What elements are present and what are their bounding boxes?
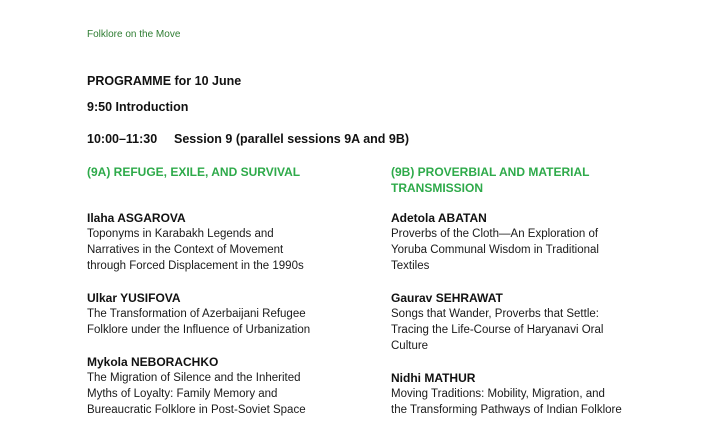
talk-title-line: Proverbs of the Cloth—An Exploration of bbox=[391, 228, 599, 240]
speaker-name: Nidhi MATHUR bbox=[391, 371, 476, 385]
session-heading-line: (9B) PROVERBIAL AND MATERIAL bbox=[391, 165, 590, 179]
talk-title-line: Bureaucratic Folklore in Post-Soviet Space bbox=[87, 404, 306, 416]
session-label: Session 9 (parallel sessions 9A and 9B) bbox=[174, 132, 410, 146]
talk-item bbox=[391, 290, 681, 354]
speaker-name: Adetola ABATAN bbox=[391, 211, 487, 225]
talk-title-line: The Migration of Silence and the Inherited bbox=[87, 372, 301, 384]
talk-title-line: Tracing the Life-Course of Haryanavi Oral bbox=[391, 324, 604, 336]
talk-title-line: Narratives in the Context of Movement bbox=[87, 244, 284, 256]
talk-title-line: the Transforming Pathways of Indian Folklore bbox=[391, 404, 622, 416]
speaker-name: Gaurav SEHRAWAT bbox=[391, 291, 503, 305]
programme-title: PROGRAMME for 10 June bbox=[87, 74, 242, 88]
speaker-name: Ilaha ASGAROVA bbox=[87, 211, 186, 225]
talk-item bbox=[87, 354, 367, 418]
speaker-name: Ulkar YUSIFOVA bbox=[87, 291, 181, 305]
talk-item bbox=[391, 210, 681, 274]
talk-title-line: Textiles bbox=[391, 260, 430, 272]
session-heading bbox=[391, 164, 681, 210]
talk-title-line: through Forced Displacement in the 1990s bbox=[87, 260, 304, 272]
talk-item bbox=[87, 210, 367, 274]
session-time: 10:00–11:30 bbox=[87, 132, 158, 146]
session-9b-column bbox=[391, 164, 681, 434]
talk-title-line: Songs that Wander, Proverbs that Settle: bbox=[391, 308, 599, 320]
talk-title-line: Myths of Loyalty: Family Memory and bbox=[87, 388, 278, 400]
talk-title-line: Toponyms in Karabakh Legends and bbox=[87, 228, 274, 240]
intro-line: 9:50 Introduction bbox=[87, 100, 189, 114]
talk-item bbox=[391, 370, 681, 418]
session-9a-column bbox=[87, 164, 367, 434]
session-line bbox=[87, 132, 409, 146]
talk-title-line: Yoruba Communal Wisdom in Traditional bbox=[391, 244, 599, 256]
talk-title-line: Moving Traditions: Mobility, Migration, and bbox=[391, 388, 605, 400]
speaker-name: Mykola NEBORACHKO bbox=[87, 355, 219, 369]
talk-title-line: The Transformation of Azerbaijani Refugee bbox=[87, 308, 306, 320]
talk-title-line: Folklore under the Influence of Urbanization bbox=[87, 324, 311, 336]
talk-title-line: Culture bbox=[391, 340, 429, 352]
talk-item bbox=[87, 290, 367, 338]
session-heading bbox=[87, 164, 367, 210]
session-heading-line: TRANSMISSION bbox=[391, 181, 484, 195]
header-label: Folklore on the Move bbox=[87, 29, 181, 40]
session-heading-line: (9A) REFUGE, EXILE, AND SURVIVAL bbox=[87, 165, 301, 179]
